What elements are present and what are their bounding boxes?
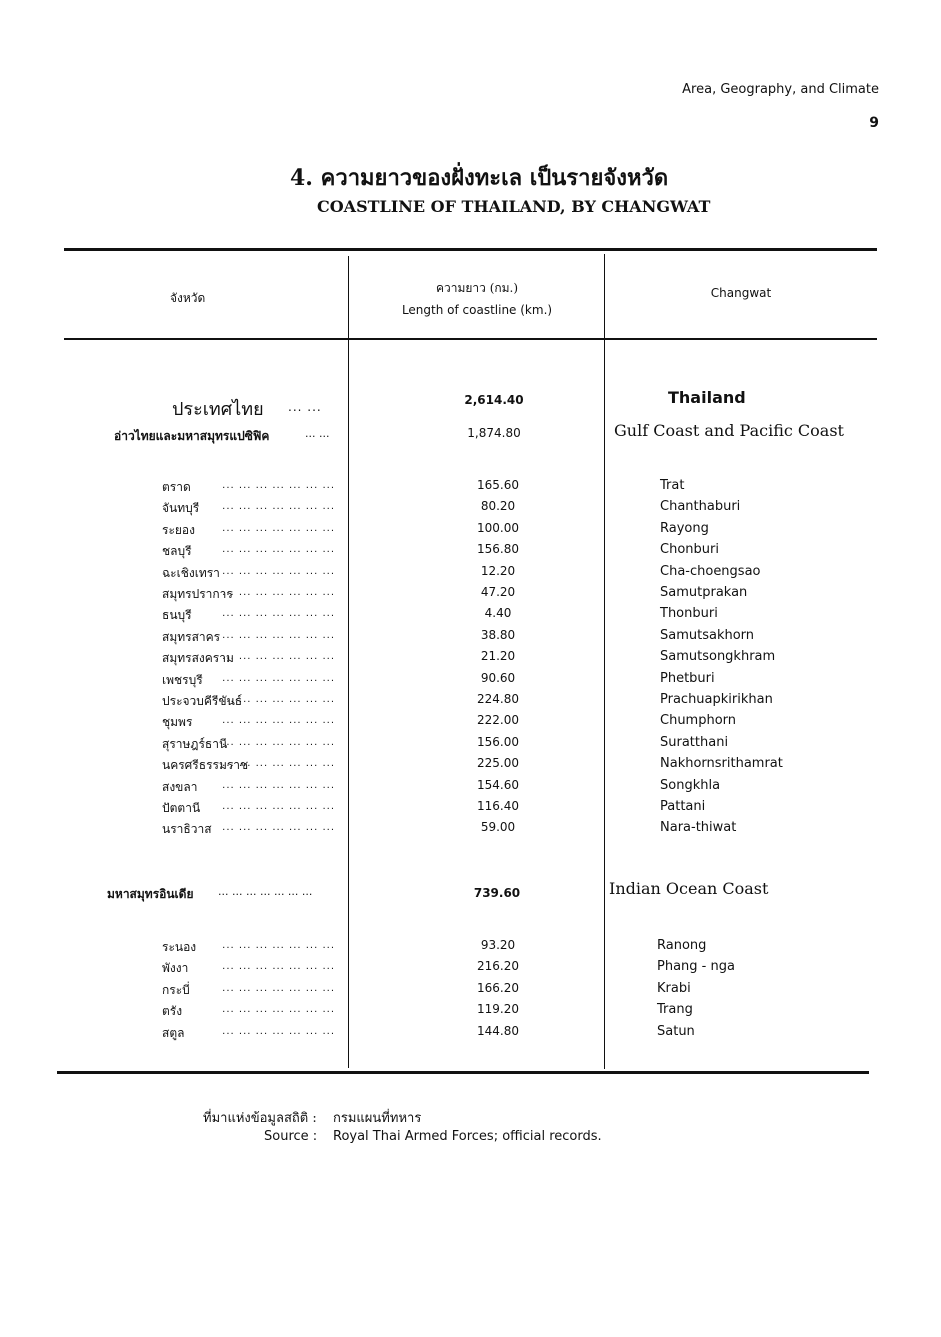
province-value: 47.20: [480, 585, 516, 599]
province-row: [0, 776, 941, 797]
province-value: 21.20: [480, 649, 516, 664]
province-value: 156.00: [477, 734, 519, 749]
province-value: 12.20: [480, 563, 516, 578]
province-name-thai: เพชรบุรี: [162, 672, 203, 687]
province-name-english: Songkhla: [660, 777, 721, 793]
province-row: [0, 957, 941, 978]
province-row: [0, 583, 941, 604]
province-name-thai: ชลบุรี: [162, 544, 192, 559]
total-value: 2,614.40: [464, 393, 524, 407]
province-value: 166.20: [477, 980, 519, 995]
province-value: 216.20: [477, 959, 519, 974]
leader-dots: ... ... ... ... ... ... ...: [222, 522, 335, 534]
table-title-thai: 4. ความยาวของฝั่งทะเล เป็นรายจังหวัด: [290, 165, 669, 191]
source-label-english: Source :: [264, 1129, 318, 1144]
province-name-english: Thonburi: [660, 606, 718, 622]
leader-dots: ... ... ... ... ... ... ...: [222, 672, 335, 684]
province-row: [0, 476, 941, 497]
province-value: 222.00: [477, 713, 519, 728]
province-value: 4.40: [484, 606, 512, 621]
leader-dots: ... ... ... ... ... ... ...: [222, 736, 335, 748]
province-row: [0, 604, 941, 625]
province-name-thai: นครศรีธรรมราช: [162, 758, 249, 773]
leader-dots: ... ... ... ... ... ... ...: [222, 822, 335, 834]
group-row-gulf: [0, 421, 941, 447]
province-name-english: Trat: [660, 478, 685, 493]
province-row: [0, 733, 941, 754]
group-label-english: Indian Ocean Coast: [609, 879, 769, 898]
province-value: 119.20: [477, 1002, 519, 1017]
province-value: 90.60: [480, 670, 516, 685]
province-value: 156.80: [477, 542, 519, 557]
province-name-thai: กระบี่: [162, 982, 190, 997]
province-row: [0, 979, 941, 1000]
source-text-thai: กรมแผนที่ทหาร: [333, 1111, 422, 1126]
province-name-english: Phang - nga: [657, 959, 735, 975]
province-name-thai: พังงา: [162, 961, 189, 976]
province-name-english: Chanthaburi: [660, 499, 741, 515]
province-name-thai: สมุทรสงคราม: [162, 651, 234, 666]
group-row-indian: [0, 879, 941, 905]
leader-dots: ... ... ... ... ... ... ...: [222, 982, 335, 994]
leader-dots: ... ... ... ... ... ... ...: [218, 885, 313, 898]
leader-dots: ... ...: [305, 427, 330, 440]
province-row: [0, 797, 941, 818]
province-name-english: Suratthani: [660, 734, 729, 750]
province-name-thai: สมุทรปราการ: [162, 587, 233, 601]
province-row: [0, 690, 941, 711]
province-name-english: Trang: [657, 1002, 693, 1018]
province-name-thai: สุราษฎร์ธานี: [162, 736, 228, 751]
leader-dots: ... ... ... ... ... ... ...: [222, 758, 335, 770]
leader-dots: ... ... ... ... ... ... ...: [222, 1025, 335, 1037]
source-label-thai: ที่มาแห่งข้อมูลสถิติ :: [203, 1111, 317, 1126]
leader-dots: ... ... ... ... ... ... ...: [222, 779, 335, 791]
province-row: [0, 497, 941, 518]
province-name-english: Krabi: [657, 980, 691, 996]
province-row: [0, 519, 941, 540]
province-name-thai: ฉะเชิงเทรา: [162, 565, 220, 580]
leader-dots: ... ... ... ... ... ... ...: [222, 608, 335, 620]
leader-dots: ... ... ... ... ... ... ...: [222, 565, 335, 577]
leader-dots: ... ... ... ... ... ... ...: [222, 715, 335, 727]
province-row: [0, 1000, 941, 1021]
province-value: 38.80: [480, 627, 516, 642]
province-name-english: Ranong: [657, 938, 707, 953]
province-name-thai: ปัตตานี: [162, 801, 201, 815]
province-value: 100.00: [477, 520, 519, 535]
province-value: 154.60: [477, 777, 519, 792]
province-name-english: Prachuapkirikhan: [660, 692, 773, 707]
province-name-english: Rayong: [660, 520, 709, 536]
province-row: [0, 936, 941, 957]
leader-dots: ... ... ... ... ... ... ...: [222, 501, 335, 513]
province-value: 59.00: [480, 820, 516, 835]
province-name-english: Chonburi: [660, 542, 719, 558]
province-name-thai: ชุมพร: [162, 715, 193, 730]
province-name-thai: ระยอง: [162, 522, 195, 537]
table-title-english: COASTLINE OF THAILAND, BY CHANGWAT: [317, 197, 711, 216]
province-row: [0, 818, 941, 839]
group-value: 1,874.80: [467, 426, 521, 440]
column-header-province-thai: จังหวัด: [170, 291, 206, 305]
province-name-thai: ประจวบคีรีขันธ์: [162, 694, 243, 708]
province-value: 165.60: [477, 478, 519, 492]
header-bottom-rule: [64, 338, 877, 340]
province-name-thai: จันทบุรี: [162, 501, 200, 516]
province-value: 93.20: [480, 938, 516, 952]
province-name-english: Samutprakan: [660, 585, 748, 600]
province-name-english: Samutsongkhram: [660, 649, 776, 665]
province-name-thai: ธนบุรี: [162, 608, 192, 623]
province-value: 80.20: [480, 499, 516, 514]
province-name-thai: ตรัง: [162, 1004, 183, 1019]
province-name-english: Samutsakhorn: [660, 627, 755, 643]
province-name-english: Pattani: [660, 799, 706, 814]
province-name-thai: สงขลา: [162, 779, 198, 794]
group-value: 739.60: [473, 886, 521, 900]
leader-dots: ... ...: [288, 400, 322, 414]
province-value: 224.80: [477, 692, 519, 706]
group-label-english: Gulf Coast and Pacific Coast: [614, 421, 844, 440]
province-value: 116.40: [477, 799, 519, 813]
province-row: [0, 647, 941, 668]
total-label-thai: ประเทศไทย: [172, 399, 264, 420]
leader-dots: ... ... ... ... ... ... ...: [222, 480, 335, 491]
province-row: [0, 1022, 941, 1043]
province-name-english: Phetburi: [660, 670, 715, 686]
province-name-english: Chumphorn: [660, 713, 737, 729]
total-row: [0, 388, 941, 418]
table-bottom-rule: [57, 1071, 869, 1074]
group-label-thai: มหาสมุทรอินเดีย: [107, 887, 194, 901]
section-header: Area, Geography, and Climate: [682, 82, 879, 97]
page-number: 9: [869, 115, 879, 131]
leader-dots: ... ... ... ... ... ... ...: [222, 629, 335, 641]
leader-dots: ... ... ... ... ... ... ...: [222, 694, 335, 705]
province-row: [0, 626, 941, 647]
leader-dots: ... ... ... ... ... ... ...: [222, 940, 335, 951]
group-label-thai: อ่าวไทยและมหาสมุทรแปซิฟิค: [114, 429, 270, 443]
source-text-english: Royal Thai Armed Forces; official records.: [333, 1129, 602, 1144]
province-row: [0, 540, 941, 561]
province-name-thai: สมุทรสาคร: [162, 629, 221, 644]
province-name-thai: ตราด: [162, 480, 191, 494]
province-name-english: Satun: [657, 1023, 695, 1039]
leader-dots: ... ... ... ... ... ... ...: [222, 544, 335, 556]
province-value: 225.00: [477, 756, 519, 771]
leader-dots: ... ... ... ... ... ... ...: [222, 801, 335, 812]
province-name-english: Nakhornsrithamrat: [660, 756, 783, 772]
province-name-thai: นราธิวาส: [162, 822, 212, 837]
province-name-thai: สตูล: [162, 1025, 185, 1040]
province-name-thai: ระนอง: [162, 940, 197, 954]
province-row: [0, 754, 941, 775]
leader-dots: ... ... ... ... ... ... ...: [222, 1004, 335, 1016]
leader-dots: ... ... ... ... ... ... ...: [222, 651, 335, 663]
leader-dots: ... ... ... ... ... ... ...: [222, 587, 335, 598]
table-top-rule: [64, 248, 877, 251]
province-value: 144.80: [477, 1023, 519, 1038]
province-name-english: Nara-thiwat: [660, 820, 737, 836]
province-row: [0, 711, 941, 732]
leader-dots: ... ... ... ... ... ... ...: [222, 961, 335, 973]
province-row: [0, 669, 941, 690]
column-header-length-english: Length of coastline (km.): [401, 303, 553, 317]
province-name-english: Cha-choengsao: [660, 563, 761, 579]
total-label-english: Thailand: [668, 388, 746, 407]
column-header-changwat: Changwat: [710, 286, 772, 300]
column-header-length-thai: ความยาว (กม.): [435, 281, 519, 295]
province-row: [0, 562, 941, 583]
